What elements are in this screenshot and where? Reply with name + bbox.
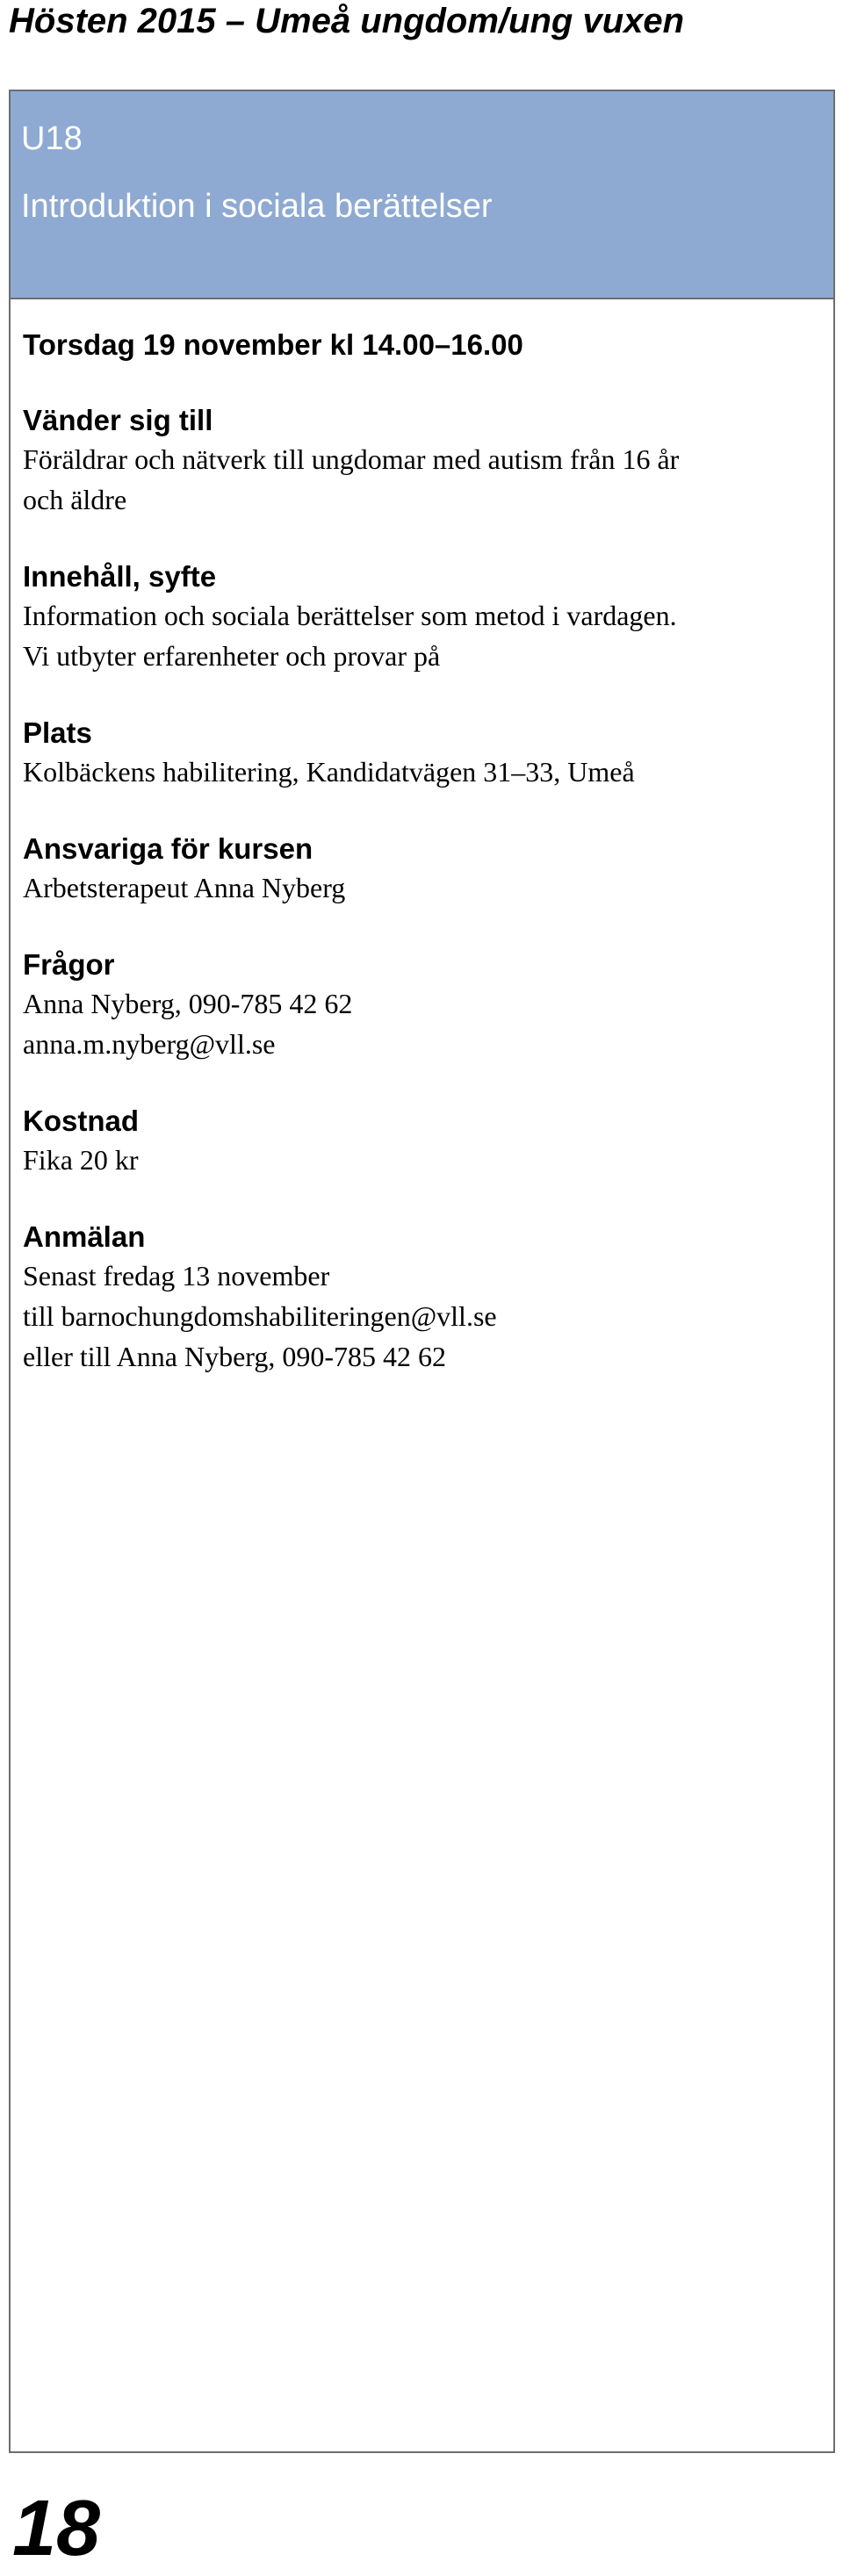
questions-label: Frågor [23,948,115,981]
audience-section [23,402,821,520]
course-details [11,299,833,1377]
content-line: Information och sociala berättelser som metod i vardagen. [23,600,677,631]
cost-value: Fika 20 kr [23,1144,139,1176]
registration-deadline: Senast fredag 13 november [23,1260,330,1292]
course-card [9,90,835,2453]
registration-section [23,1219,821,1377]
course-title: Introduktion i sociala berättelser [21,188,493,225]
location-address: Kolbäckens habilitering, Kandidatvägen 31–33, Umeå [23,756,635,788]
audience-label: Vänder sig till [23,404,213,436]
course-date-time: Torsdag 19 november kl 14.00–16.00 [23,328,523,361]
location-label: Plats [23,716,92,749]
content-label: Innehåll, syfte [23,560,217,593]
course-code: U18 [21,120,83,157]
location-section [23,715,821,792]
registration-phone: eller till Anna Nyberg, 090-785 42 62 [23,1341,446,1372]
running-header: Hösten 2015 – Umeå ungdom/ung vuxen [9,2,685,40]
cost-label: Kostnad [23,1105,139,1137]
responsible-label: Ansvariga för kursen [23,832,313,865]
registration-label: Anmälan [23,1220,146,1253]
responsible-person: Arbetsterapeut Anna Nyberg [23,872,346,903]
registration-email: till barnochungdomshabiliteringen@vll.se [23,1300,497,1332]
contact-phone: Anna Nyberg, 090-785 42 62 [23,988,353,1019]
cost-section [23,1103,821,1180]
course-header-band [11,91,833,299]
content-section [23,558,821,676]
contact-email: anna.m.nyberg@vll.se [23,1028,276,1060]
content-line: Vi utbyter erfarenheter och provar på [23,640,441,672]
page-number: 18 [12,2485,101,2572]
responsible-section [23,831,821,908]
questions-section [23,946,821,1064]
audience-line: Föräldrar och nätverk till ungdomar med autism från 16 år [23,443,680,475]
audience-line: och äldre [23,484,127,515]
